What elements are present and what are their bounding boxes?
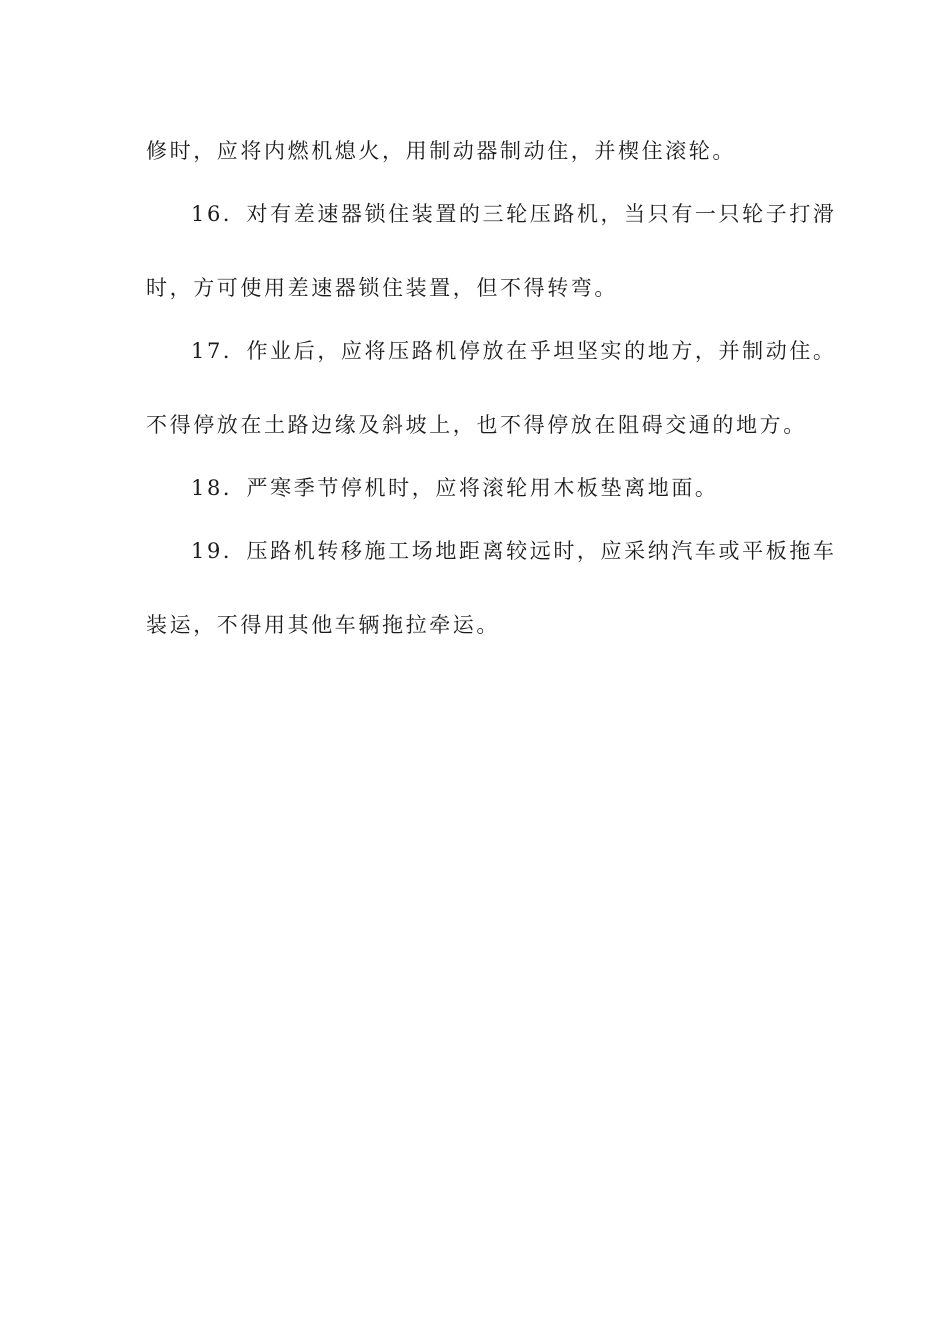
paragraph-16-line-2: 时，方可使用差速器锁住装置，但不得转弯。: [146, 276, 618, 300]
paragraph-16-line-1: 16．对有差速器锁住装置的三轮压路机，当只有一只轮子打滑: [191, 202, 837, 226]
paragraph-19-line-2: 装运，不得用其他车辆拖拉牵运。: [146, 613, 500, 637]
paragraph-17-line-2: 不得停放在土路边缘及斜坡上，也不得停放在阻碍交通的地方。: [146, 413, 807, 437]
paragraph-19-line-1: 19．压路机转移施工场地距离较远时，应采纳汽车或平板拖车: [191, 539, 837, 563]
paragraph-18: 18．严寒季节停机时，应将滚轮用木板垫离地面。: [191, 476, 719, 500]
paragraph-15-continuation: 修时，应将内燃机熄火，用制动器制动住，并楔住滚轮。: [146, 139, 736, 163]
paragraph-17-line-1: 17．作业后，应将压路机停放在乎坦坚实的地方，并制动住。: [191, 339, 837, 363]
